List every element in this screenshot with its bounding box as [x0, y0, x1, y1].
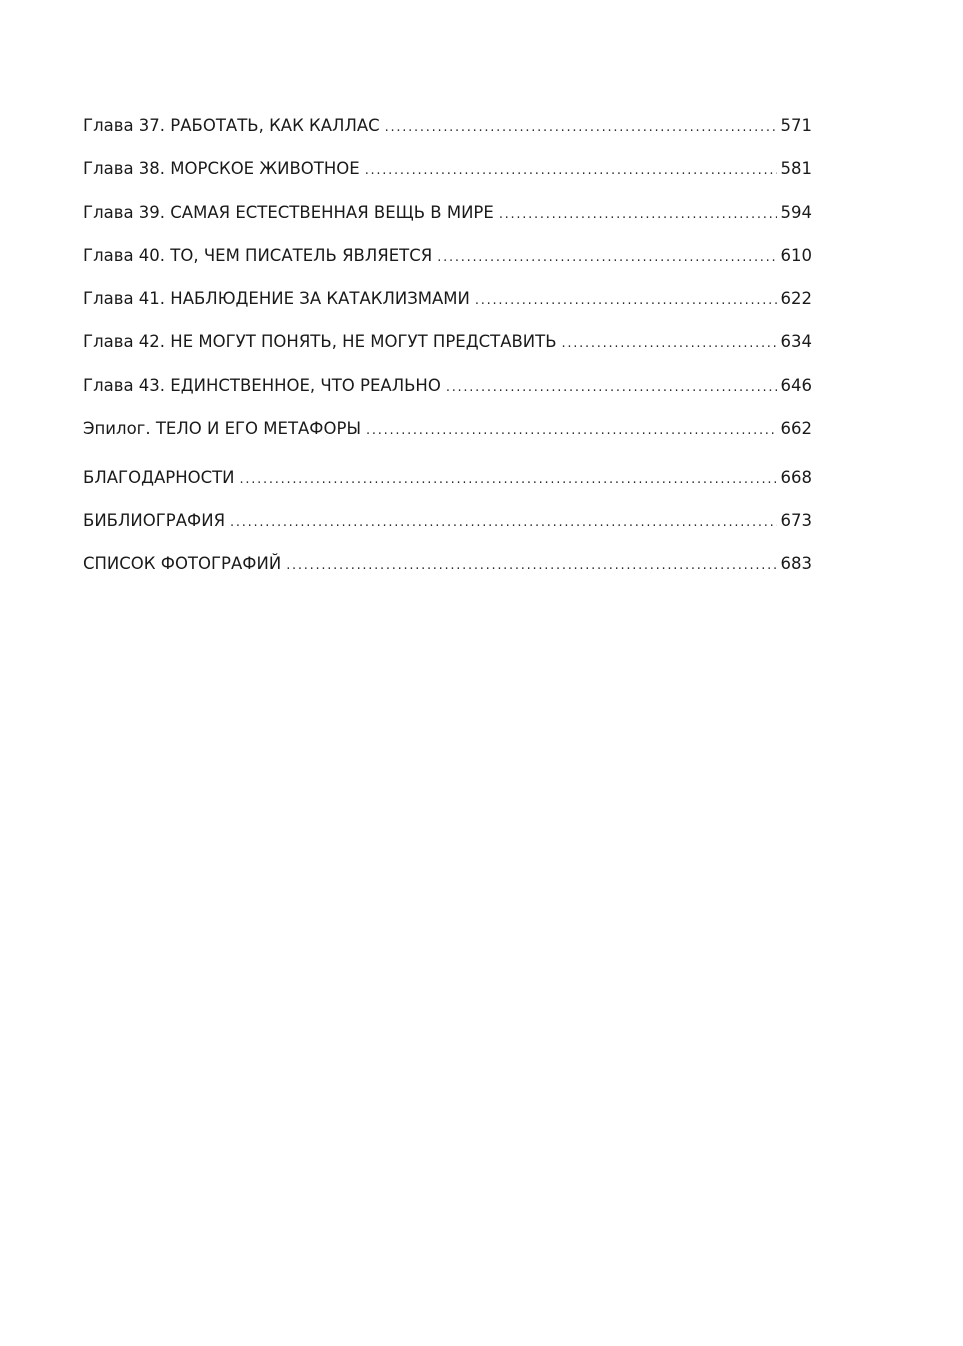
toc-entry-title: Глава 38. МОРСКОЕ ЖИВОТНОЕ [83, 159, 360, 179]
dot-leader [286, 553, 776, 579]
dot-leader [475, 288, 777, 314]
toc-entry-title: Эпилог. ТЕЛО И ЕГО МЕТАФОРЫ [83, 419, 362, 439]
dot-leader [437, 245, 776, 271]
toc-entry-photo-list [83, 551, 812, 594]
dot-leader [366, 418, 776, 444]
toc-entry-page: 683 [780, 554, 812, 574]
toc-entry-page: 662 [780, 419, 812, 439]
toc-entry-page: 610 [780, 245, 812, 265]
toc-entry-chapter-42 [83, 329, 812, 372]
toc-entry-page: 646 [780, 375, 812, 395]
toc-entry-chapter-38 [83, 156, 812, 199]
toc-entry-chapter-40 [83, 243, 812, 286]
toc-entry-title: БЛАГОДАРНОСТИ [83, 467, 235, 487]
toc-entry-title: Глава 40. ТО, ЧЕМ ПИСАТЕЛЬ ЯВЛЯЕТСЯ [83, 245, 433, 265]
toc-entry-epilogue [83, 416, 812, 459]
dot-leader [365, 158, 777, 184]
dot-leader [385, 115, 777, 141]
toc-entry-page: 581 [780, 159, 812, 179]
dot-leader [562, 331, 777, 357]
toc-entry-page: 673 [780, 511, 812, 531]
toc-entry-title: Глава 39. САМАЯ ЕСТЕСТВЕННАЯ ВЕЩЬ В МИРЕ [83, 202, 494, 222]
toc-entry-page: 634 [780, 332, 812, 352]
toc-entry-chapter-39 [83, 200, 812, 243]
toc-entry-title: Глава 42. НЕ МОГУТ ПОНЯТЬ, НЕ МОГУТ ПРЕДСТАВИТЬ [83, 332, 557, 352]
toc-entry-chapter-43 [83, 373, 812, 416]
table-of-contents [83, 113, 812, 595]
toc-entry-title: СПИСОК ФОТОГРАФИЙ [83, 554, 282, 574]
dot-leader [240, 467, 777, 493]
toc-entry-bibliography [83, 508, 812, 551]
toc-entry-page: 594 [780, 202, 812, 222]
toc-entry-title: Глава 43. ЕДИНСТВЕННОЕ, ЧТО РЕАЛЬНО [83, 375, 441, 395]
toc-entry-chapter-37 [83, 113, 812, 156]
toc-entry-page: 668 [780, 467, 812, 487]
toc-entry-title: Глава 37. РАБОТАТЬ, КАК КАЛЛАС [83, 116, 380, 135]
toc-entry-title: БИБЛИОГРАФИЯ [83, 511, 226, 531]
toc-entry-acknowledgements [83, 465, 812, 508]
dot-leader [499, 202, 777, 228]
dot-leader [230, 510, 776, 536]
toc-entry-page: 571 [780, 116, 812, 135]
toc-entry-chapter-41 [83, 286, 812, 329]
toc-entry-page: 622 [780, 289, 812, 309]
dot-leader [446, 375, 777, 401]
toc-entry-title: Глава 41. НАБЛЮДЕНИЕ ЗА КАТАКЛИЗМАМИ [83, 289, 470, 309]
